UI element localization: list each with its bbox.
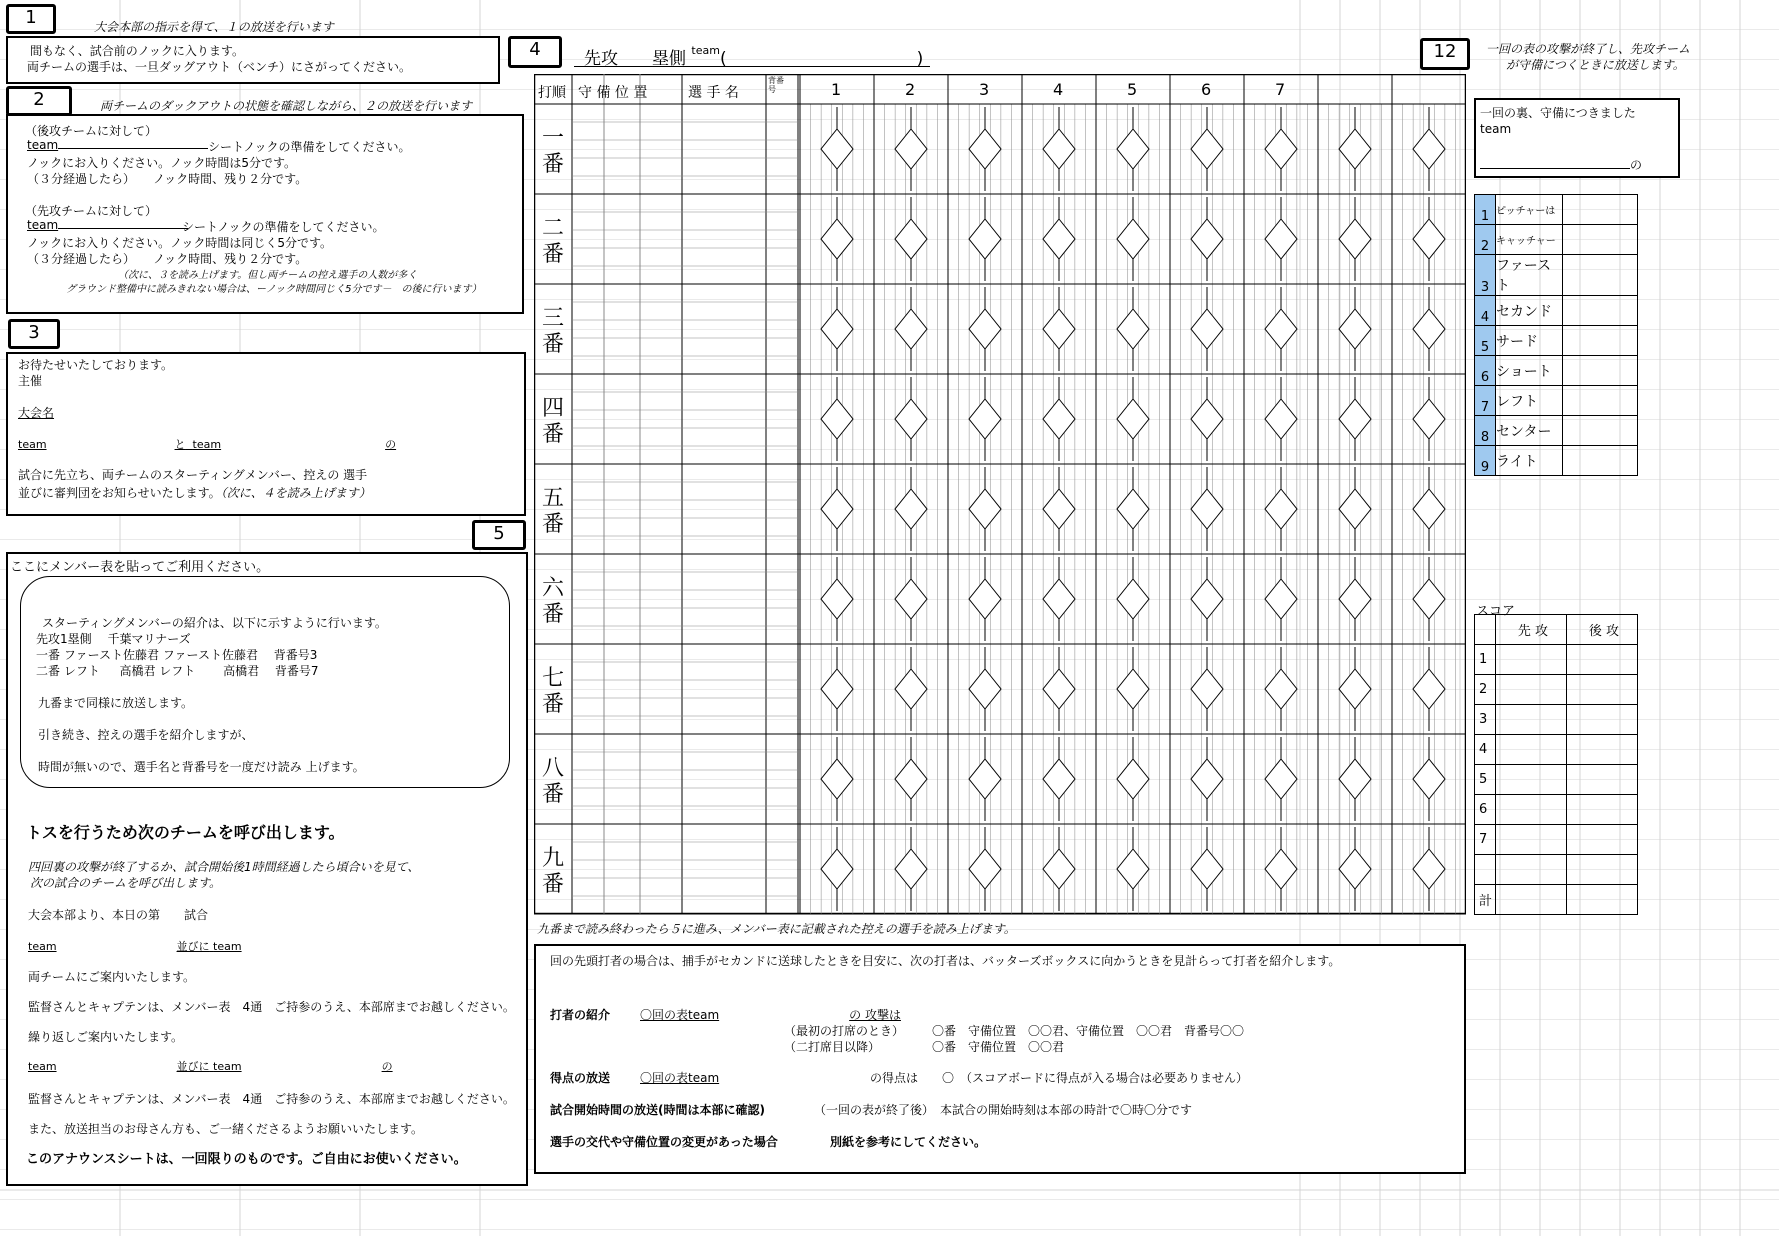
position-row bbox=[1475, 225, 1638, 255]
score-cell bbox=[1567, 825, 1638, 855]
narabi-label: 並びに bbox=[176, 1060, 210, 1073]
score-cell bbox=[1567, 795, 1638, 825]
toss-heading: トスを行うため次のチームを呼び出します。 bbox=[26, 823, 345, 842]
section-1-heading: 大会本部の指示を得て、１の放送を行います bbox=[94, 20, 334, 34]
no-label: の bbox=[385, 438, 397, 451]
section-2-line: ノックにお入りください。ノック時間は同じく5分です。 bbox=[27, 236, 332, 250]
section-1-line: 両チームの選手は、一旦ダッグアウト（ベンチ）にさがってください。 bbox=[27, 60, 412, 74]
batting-order-label: 五番 bbox=[542, 486, 565, 537]
section-2-line: （後攻チームに対して） bbox=[25, 124, 158, 138]
intro-label: 打者の紹介 bbox=[550, 1008, 611, 1022]
announce-line: また、放送担当のお母さん方も、ご一緒くださるようお願いいたします。 bbox=[28, 1122, 424, 1136]
batting-order-label: 三番 bbox=[542, 306, 565, 357]
intro-b: の 攻撃は bbox=[849, 1008, 901, 1022]
defense-team: team bbox=[1480, 122, 1512, 136]
position-row bbox=[1475, 326, 1638, 356]
position-number: 8 bbox=[1475, 416, 1496, 446]
teams-line bbox=[28, 938, 392, 954]
position-label: サード bbox=[1496, 326, 1563, 356]
header-name: 選 手 名 bbox=[688, 85, 739, 101]
position-row bbox=[1475, 356, 1638, 386]
score-cell bbox=[1496, 675, 1567, 705]
team-blank bbox=[27, 218, 188, 232]
score-row bbox=[1475, 645, 1638, 675]
section-12-note: が守備につくときに放送します。 bbox=[1506, 58, 1685, 72]
position-player-cell bbox=[1563, 356, 1638, 386]
section-number-12: 12 bbox=[1420, 38, 1470, 70]
bubble-line: 二番 レフト 高橋君 レフト 高橋君 背番号7 bbox=[36, 664, 319, 678]
score-row bbox=[1475, 825, 1638, 855]
score-inning: 6 bbox=[1475, 795, 1496, 825]
team-label: team bbox=[691, 44, 720, 57]
score-cell bbox=[1567, 705, 1638, 735]
batting-order-label: 六番 bbox=[542, 576, 565, 627]
header-position: 守 備 位 置 bbox=[578, 85, 648, 101]
score-row bbox=[1475, 765, 1638, 795]
position-number: 9 bbox=[1475, 446, 1496, 476]
start-text: （一回の表が終了後） 本試合の開始時刻は本部の時計で〇時〇分です bbox=[814, 1103, 1193, 1117]
score-cell bbox=[1496, 735, 1567, 765]
section-number-4: 4 bbox=[508, 36, 562, 68]
score-inning: 2 bbox=[1475, 675, 1496, 705]
position-number: 2 bbox=[1475, 225, 1496, 255]
score-row bbox=[1475, 855, 1638, 885]
inning-label: 4 bbox=[1053, 80, 1064, 99]
position-label: ショート bbox=[1496, 356, 1563, 386]
position-number: 4 bbox=[1475, 296, 1496, 326]
lineup-sheet-labels bbox=[534, 74, 1466, 916]
batter-intro-note: 回の先頭打者の場合は、捕手がセカンドに送球したときを目安に、次の打者は、バッターズボックスに向かうときを見計らって打者を紹介します。 bbox=[550, 954, 1341, 968]
team-label: team bbox=[192, 438, 222, 451]
score-cell bbox=[1567, 675, 1638, 705]
header-number: 背番号 bbox=[768, 76, 784, 94]
position-row bbox=[1475, 446, 1638, 476]
position-number: 3 bbox=[1475, 255, 1496, 296]
score-cell bbox=[1496, 855, 1567, 885]
position-player-cell bbox=[1563, 326, 1638, 356]
section-3-line bbox=[18, 484, 371, 501]
section-3-line: お待たせいたしております。 bbox=[18, 358, 174, 372]
bubble-line: 九番まで同様に放送します。 bbox=[38, 696, 194, 710]
start-label: 試合開始時間の放送(時間は本部に確認) bbox=[550, 1103, 765, 1117]
batting-order-label: 八番 bbox=[542, 756, 565, 807]
position-row bbox=[1475, 296, 1638, 326]
position-number: 5 bbox=[1475, 326, 1496, 356]
position-number: 7 bbox=[1475, 386, 1496, 416]
score-header: 後 攻 bbox=[1567, 615, 1638, 645]
score-inning: 3 bbox=[1475, 705, 1496, 735]
position-label: セカンド bbox=[1496, 296, 1563, 326]
score-cell bbox=[1567, 855, 1638, 885]
batting-order-label: 九番 bbox=[542, 846, 565, 897]
score-cell bbox=[1567, 885, 1638, 915]
score-cell bbox=[1496, 825, 1567, 855]
section-3-text: 並びに審判団をお知らせいたします。 bbox=[18, 486, 221, 500]
paren-open: ( bbox=[719, 49, 727, 69]
defense-line: 一回の裏、守備につきました bbox=[1480, 106, 1636, 120]
team-label: team bbox=[213, 1060, 242, 1073]
section-number-2: 2 bbox=[6, 86, 72, 116]
section-12-note: 一回の表の攻撃が終了し、先攻チーム bbox=[1486, 42, 1691, 56]
score-cell bbox=[1567, 645, 1638, 675]
bubble-line: 先攻1塁側 千葉マリナーズ bbox=[36, 632, 191, 646]
narabi-label: 並びに bbox=[176, 940, 210, 953]
score-inning: 1 bbox=[1475, 645, 1496, 675]
score-inning bbox=[1475, 855, 1496, 885]
section-3-next-note: （次に、４を読み上げます） bbox=[220, 486, 371, 500]
score-cell bbox=[1496, 885, 1567, 915]
position-row bbox=[1475, 195, 1638, 225]
batting-order-label: 七番 bbox=[542, 666, 565, 717]
position-player-cell bbox=[1563, 225, 1638, 255]
section-2-line: シートノックの準備をしてください。 bbox=[182, 220, 385, 234]
batting-order-label: 四番 bbox=[542, 396, 565, 447]
bubble-line: 時間が無いので、選手名と背番号を一度だけ読み 上げます。 bbox=[38, 760, 365, 774]
bubble-line: 引き続き、控えの選手を紹介しますが、 bbox=[38, 728, 254, 742]
change-label: 選手の交代や守備位置の変更があった場合 bbox=[550, 1135, 778, 1149]
batting-order-label: 一番 bbox=[542, 126, 565, 177]
score-row bbox=[1475, 885, 1638, 915]
callup-note: 次の試合のチームを呼び出します。 bbox=[30, 876, 222, 890]
section-2-line: （３分経過したら） ノック時間、残り２分です。 bbox=[27, 252, 308, 266]
inning-label: 6 bbox=[1201, 80, 1212, 99]
team-label: team bbox=[28, 940, 57, 953]
announce-line: 監督さんとキャプテンは、メンバー表 4通 ご持参のうえ、本部席までお越しください。 bbox=[28, 1092, 515, 1106]
score-inning: 7 bbox=[1475, 825, 1496, 855]
position-player-cell bbox=[1563, 386, 1638, 416]
bubble-line: 一番 ファースト佐藤君 ファースト佐藤君 背番号3 bbox=[36, 648, 318, 662]
position-label: レフト bbox=[1496, 386, 1563, 416]
score-b: の得点は 〇 bbox=[870, 1071, 955, 1085]
final-note: このアナウンスシートは、一回限りのものです。ご自由にお使いください。 bbox=[26, 1152, 467, 1167]
first-time-text: 〇番 守備位置 〇〇君、守備位置 〇〇君 背番号〇〇 bbox=[932, 1024, 1245, 1038]
section-number-1: 1 bbox=[6, 4, 56, 34]
announce-line: 繰り返しご案内いたします。 bbox=[28, 1030, 184, 1044]
score-corner bbox=[1475, 615, 1496, 645]
score-inning: 5 bbox=[1475, 765, 1496, 795]
section-1-line: 間もなく、試合前のノックに入ります。 bbox=[30, 44, 244, 58]
score-cell bbox=[1496, 795, 1567, 825]
no-label: の bbox=[1630, 158, 1643, 172]
position-row bbox=[1475, 255, 1638, 296]
inning-label: 2 bbox=[905, 80, 916, 99]
position-player-cell bbox=[1563, 416, 1638, 446]
score-team-line bbox=[640, 1069, 823, 1086]
section-2-line: シートノックの準備をしてください。 bbox=[208, 140, 411, 154]
team-label: team bbox=[27, 218, 59, 232]
team-label: team bbox=[27, 138, 59, 152]
second-time-text: 〇番 守備位置 〇〇君 bbox=[932, 1040, 1065, 1054]
section-2-line: （先攻チームに対して） bbox=[25, 204, 158, 218]
score-inning: 4 bbox=[1475, 735, 1496, 765]
to-label: と bbox=[174, 438, 186, 451]
teams-line bbox=[18, 436, 396, 452]
header-order: 打順 bbox=[538, 85, 566, 101]
position-label: センター bbox=[1496, 416, 1563, 446]
position-player-cell bbox=[1563, 255, 1638, 296]
lineup-title bbox=[584, 44, 923, 69]
score-label: 得点の放送 bbox=[550, 1071, 611, 1085]
after-ninth-note: 九番まで読み終わったら５に進み、メンバー表に記載された控えの選手を読み上げます。 bbox=[537, 922, 1016, 936]
section-number-5: 5 bbox=[472, 520, 526, 550]
position-row bbox=[1475, 386, 1638, 416]
position-player-cell bbox=[1563, 446, 1638, 476]
score-cell bbox=[1567, 735, 1638, 765]
score-header-row bbox=[1475, 615, 1638, 645]
change-text: 別紙を参考にしてください。 bbox=[830, 1135, 987, 1149]
tournament-name: 大会名 bbox=[18, 406, 55, 420]
score-cell bbox=[1496, 765, 1567, 795]
inning-label: 5 bbox=[1127, 80, 1138, 99]
paren-close: ) bbox=[916, 49, 924, 69]
score-header: 先 攻 bbox=[1496, 615, 1567, 645]
position-label: キャッチャー bbox=[1496, 225, 1563, 255]
section-2-line: （３分経過したら） ノック時間、残り２分です。 bbox=[27, 172, 308, 186]
score-cell bbox=[1496, 705, 1567, 735]
section-2-line: ノックにお入りください。ノック時間は5分です。 bbox=[27, 156, 296, 170]
position-label: ライト bbox=[1496, 446, 1563, 476]
score-row bbox=[1475, 705, 1638, 735]
positions-table bbox=[1474, 194, 1638, 476]
intro-team-line bbox=[640, 1006, 901, 1023]
defense-no bbox=[1480, 156, 1642, 173]
announce-line: 両チームにご案内いたします。 bbox=[28, 970, 196, 984]
position-row bbox=[1475, 416, 1638, 446]
bubble-line: スターティングメンバーの紹介は、以下に示すように行います。 bbox=[42, 616, 387, 630]
score-a: 〇回の表team bbox=[640, 1071, 720, 1085]
position-number: 1 bbox=[1475, 195, 1496, 225]
callup-note: 四回裏の攻撃が終了するか、試合開始後1時間経過したら頃合いを見て、 bbox=[28, 860, 420, 874]
score-row bbox=[1475, 795, 1638, 825]
inning-label: 1 bbox=[831, 80, 842, 99]
section-3-line: 主催 bbox=[18, 374, 43, 388]
score-inning: 計 bbox=[1475, 885, 1496, 915]
teams-line bbox=[28, 1058, 393, 1074]
position-player-cell bbox=[1563, 195, 1638, 225]
section-3-line: 試合に先立ち、両チームのスターティングメンバー、控えの 選手 bbox=[18, 468, 368, 482]
announce-line: 監督さんとキャプテンは、メンバー表 4通 ご持参のうえ、本部席までお越しください。 bbox=[28, 1000, 515, 1014]
section-2-note: グラウンド整備中に読みきれない場合は、ーノック時間同じく5分です－ の後に行います） bbox=[66, 284, 482, 295]
position-label: ファースト bbox=[1496, 255, 1563, 296]
sample-bubble bbox=[20, 576, 510, 788]
score-row bbox=[1475, 675, 1638, 705]
section-2-note: （次に、３を読み上げます。但し両チームの控え選手の人数が多く bbox=[118, 270, 418, 281]
score-c: （スコアボードに得点が入る場合は必要ありません） bbox=[960, 1071, 1249, 1085]
batter-intro-row bbox=[550, 1006, 610, 1023]
second-time-label: （二打席目以降） bbox=[784, 1040, 881, 1054]
hq-line: 大会本部より、本日の第 試合 bbox=[28, 908, 209, 922]
position-player-cell bbox=[1563, 296, 1638, 326]
inning-label: 3 bbox=[979, 80, 990, 99]
score-table bbox=[1474, 614, 1638, 915]
section-number-3: 3 bbox=[8, 319, 60, 349]
lineup-side: 先攻 塁側 bbox=[584, 49, 686, 69]
team-label: team bbox=[18, 438, 47, 451]
first-time-label: （最初の打席のとき） bbox=[784, 1024, 905, 1038]
no-label: の bbox=[381, 1060, 393, 1073]
team-label: team bbox=[28, 1060, 57, 1073]
position-number: 6 bbox=[1475, 356, 1496, 386]
score-cell bbox=[1496, 645, 1567, 675]
section-2-heading: 両チームのダックアウトの状態を確認しながら、２の放送を行います bbox=[100, 99, 473, 113]
intro-a: 〇回の表team bbox=[640, 1008, 720, 1022]
team-blank bbox=[27, 138, 208, 152]
section-5-paste-note: ここにメンバー表を貼ってご利用ください。 bbox=[10, 560, 270, 575]
score-title: スコア bbox=[1476, 604, 1516, 619]
position-label: ピッチャーは bbox=[1496, 195, 1563, 225]
score-row bbox=[1475, 735, 1638, 765]
batting-order-label: 二番 bbox=[542, 216, 565, 267]
team-label: team bbox=[213, 940, 242, 953]
score-cell bbox=[1567, 765, 1638, 795]
inning-label: 7 bbox=[1275, 80, 1286, 99]
